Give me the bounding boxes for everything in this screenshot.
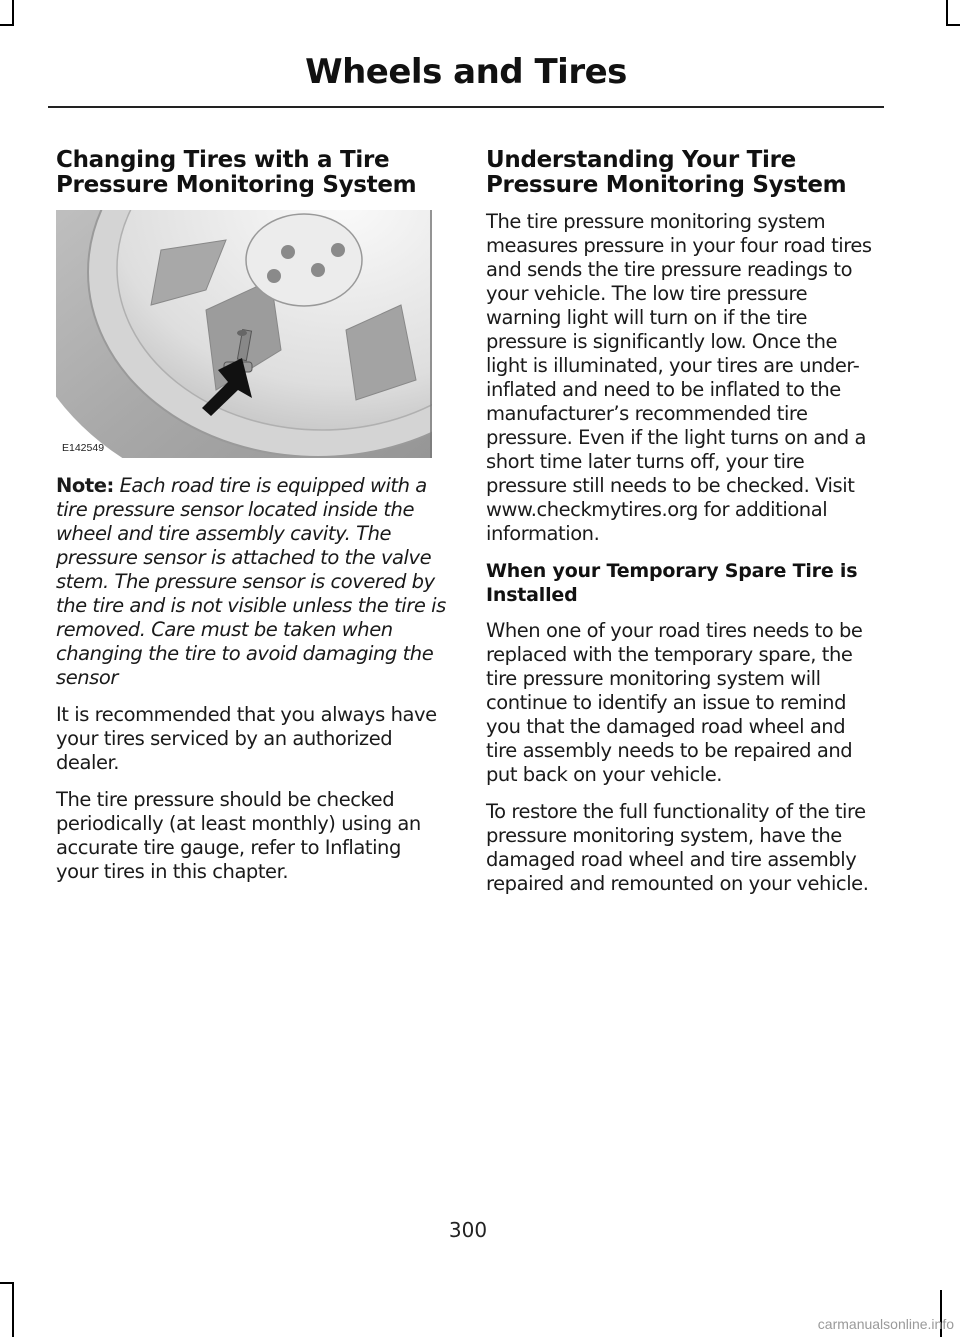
figure-id: E142549	[62, 442, 105, 454]
wheel-illustration	[56, 210, 432, 458]
crop-mark	[0, 1282, 14, 1284]
paragraph-dealer-service: It is recommended that you always have your tires serviced by an authorized dealer.	[56, 703, 437, 774]
subsection-heading-temporary-spare: When your Temporary Spare Tire is Installed	[486, 560, 858, 606]
section-heading-understanding-tpms: Understanding Your Tire Pressure Monitoring System	[486, 147, 847, 198]
note-paragraph	[56, 474, 448, 690]
crop-mark	[946, 24, 960, 26]
paragraph-restore-functionality: To restore the full functionality of the tire pressure monitoring system, have the damaged road wheel and tire assembly repaired and remounted on your vehicle.	[486, 800, 869, 895]
crop-mark	[946, 0, 948, 26]
section-heading-changing-tires: Changing Tires with a Tire Pressure Monitoring System	[56, 147, 417, 198]
tire-valve-figure	[56, 210, 432, 458]
watermark: carmanualsonline.info	[817, 1316, 954, 1332]
left-column	[56, 148, 448, 897]
crop-mark	[12, 1282, 14, 1337]
page-number: 300	[448, 1218, 488, 1242]
crop-mark	[12, 0, 14, 26]
crop-mark	[0, 24, 14, 26]
paragraph-tpms-overview: The tire pressure monitoring system measures pressure in your four road tires and sends the tire pressure readings to your vehicle. The low tire pressure warning light will turn on if the tire pressure is significantly low. Once the light is illuminated, your tires are under-inflated and need to be inflated to the manufacturer’s recommended tire pressure. Even if the light turns on and a short time later turns off, your tire pressure still needs to be checked. Visit www.checkmytires.org for additional information.	[486, 210, 872, 545]
note-label: Note:	[56, 474, 114, 497]
note-text: Each road tire is equipped with a tire pressure sensor located inside the wheel and tire assembly cavity. The pressure sensor is attached to the valve stem. The pressure sensor is covered by the tire and is not visible unless the tire is removed. Care must be taken when changing the tire to avoid damaging the sensor	[56, 474, 446, 689]
right-column	[486, 148, 880, 909]
header-divider	[48, 106, 884, 108]
paragraph-temporary-spare: When one of your road tires needs to be replaced with the temporary spare, the tire pressure monitoring system will continue to identify an issue to remind you that the damaged road wheel and tire assembly needs to be repaired and put back on your vehicle.	[486, 619, 863, 786]
paragraph-check-pressure: The tire pressure should be checked periodically (at least monthly) using an accurate tire gauge, refer to Inflating your tires in this chapter.	[56, 788, 421, 883]
page-header-title: Wheels and Tires	[305, 52, 627, 92]
